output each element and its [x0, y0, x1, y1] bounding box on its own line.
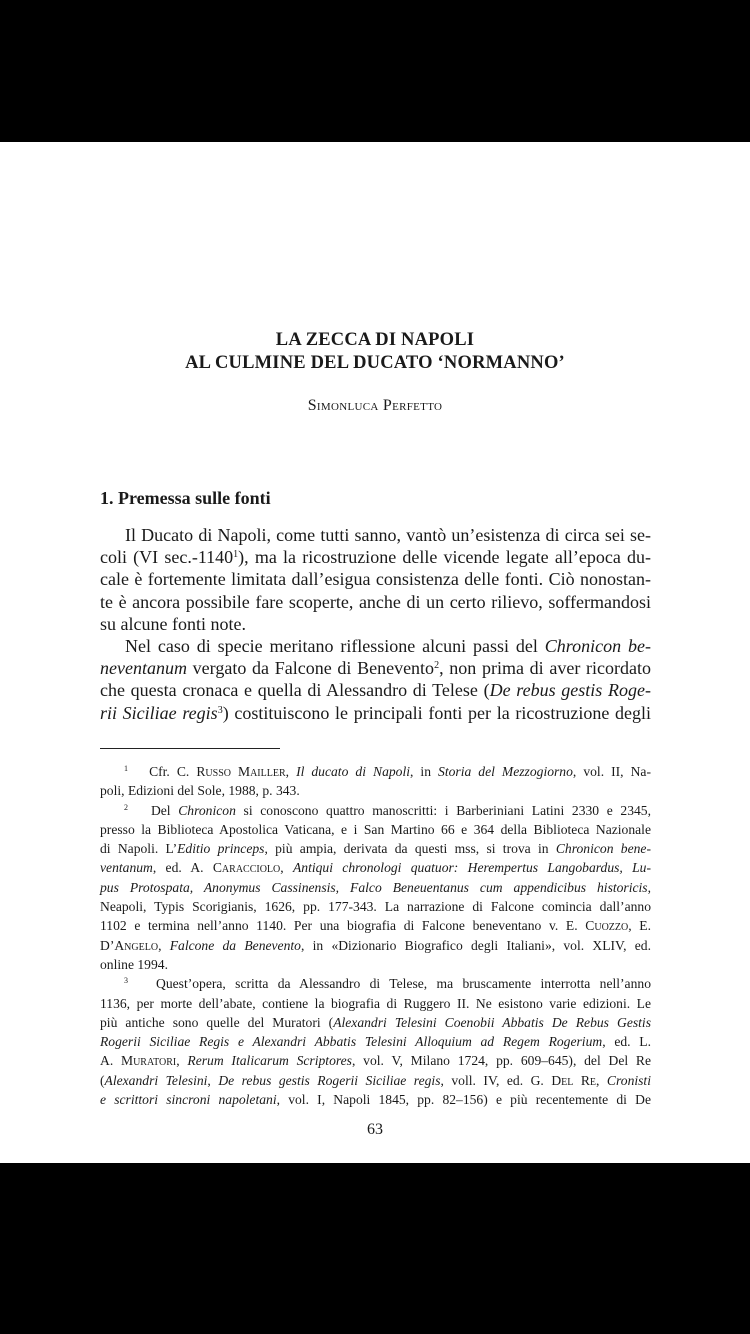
footnote-line: D’Angelo, Falcone da Benevento, in «Dizionario Biografico degli Italiani», vol. XLIV, ed. [100, 937, 652, 953]
footnote-line: 1136, per morte dell’abate, contiene la biografia di Ruggero II. Ne esistono varie edizioni. Le [100, 995, 651, 1011]
footnote-rule [100, 748, 280, 749]
footnote-ref[interactable]: 2 [434, 660, 440, 672]
footnote-line: presso la Biblioteca Apostolica Vaticana, e i San Martino 66 e 364 della Biblioteca Nazionale [100, 821, 651, 837]
section-heading: 1. Premessa sulle fonti [100, 488, 271, 508]
body-line: rii Siciliae regis$^3$) costituiscono le principali fonti per la ricostruzione degli [100, 702, 651, 723]
title-line-1: LA ZECCA DI NAPOLI [275, 330, 475, 350]
footnote-line: e scrittori sincroni napoletani, vol. I, Napoli 1845, pp. 82–156) e più recentemente di De [100, 1092, 651, 1108]
title-line-2: AL CULMINE DEL DUCATO ‘NORMANNO’ [185, 353, 565, 373]
footnote-ref[interactable]: 1 [233, 549, 239, 561]
footnote-line: più antiche sono quelle del Muratori (Alexandri Telesini Coenobii Abbatis De Rebus Gestis [100, 1014, 651, 1030]
footnote-line: 1102 e termina nell’anno 1140. Per una biografia di Falcone beneventano v. E. Cuozzo, E. [100, 918, 651, 934]
footnote-line: Rogerii Siciliae Regis e Alexandri Abbatis Telesini Alloquium ad Regem Rogerium, ed. L. [100, 1034, 651, 1050]
document-page [0, 142, 750, 1163]
footnote-2: $^2$ Del Chronicon si conoscono quattro manoscritti: i Barberiniani Latini 2330 e 2345, [124, 802, 651, 818]
footnote-line: Neapoli, Typis Scorigianis, 1626, pp. 177-343. La narrazione di Falcone comincia dall’anno [100, 899, 651, 915]
body-line: Nel caso di specie meritano riflessione alcuni passi del Chronicon be- [125, 636, 651, 657]
author-name: Simonluca Perfetto [307, 397, 443, 414]
body-line: te è ancora possibile fare scoperte, anche di un certo rilievo, soffermandosi [100, 591, 651, 612]
footnote-ref[interactable]: 3 [217, 704, 223, 716]
footnote-line: (Alexandri Telesini, De rebus gestis Rogerii Siciliae regis, voll. IV, ed. G. Del Re, Cronisti [100, 1072, 651, 1088]
page-number: 63 [367, 1121, 383, 1138]
footnote-line: A. Muratori, Rerum Italicarum Scriptores, vol. V, Milano 1724, pp. 609–645), del Del Re [100, 1053, 652, 1069]
footnote-line: di Napoli. L’Editio princeps, più ampia, derivata da questi mss, si trova in Chronicon bene- [100, 841, 651, 857]
body-line: cale è fortemente limitata dall’esigua consistenza delle fonti. Ciò nonostan- [100, 569, 651, 590]
bottom-black-bar [0, 1163, 750, 1334]
body-line: neventanum vergato da Falcone di Benevento$^2$, non prima di aver ricordato [100, 658, 651, 679]
footnote-line: pus Protospata, Anonymus Cassinensis, Falco Beneuentanus cum appendicibus historicis, [100, 879, 651, 895]
body-text [100, 524, 651, 724]
body-line: su alcune fonti note. [100, 613, 246, 634]
footnote-line: online 1994. [100, 956, 168, 972]
article-title [0, 329, 750, 375]
footnote-line: poli, Edizioni del Sole, 1988, p. 343. [100, 783, 300, 799]
footnote-line: ventanum, ed. A. Caracciolo, Antiqui chronologi quatuor: Herempertus Langobardus, Lu- [100, 860, 651, 876]
footnote-1: $^1$ Cfr. C. Russo Mailler, Il ducato di Napoli, in Storia del Mezzogiorno, vol. II, Na- [124, 764, 651, 779]
body-line: Il Ducato di Napoli, come tutti sanno, vantò un’esistenza di circa sei se- [125, 525, 651, 545]
footnote-3: $^3$ Quest’opera, scritta da Alessandro di Telese, ma bruscamente interrotta nell’anno [124, 976, 651, 992]
top-black-bar [0, 0, 750, 142]
body-line: che questa cronaca e quella di Alessandro di Telese (De rebus gestis Roge- [100, 680, 651, 701]
body-line: coli (VI sec.-1140$^1$), ma la ricostruzione delle vicende legate all’epoca du- [100, 547, 651, 568]
footnotes [100, 762, 651, 1109]
